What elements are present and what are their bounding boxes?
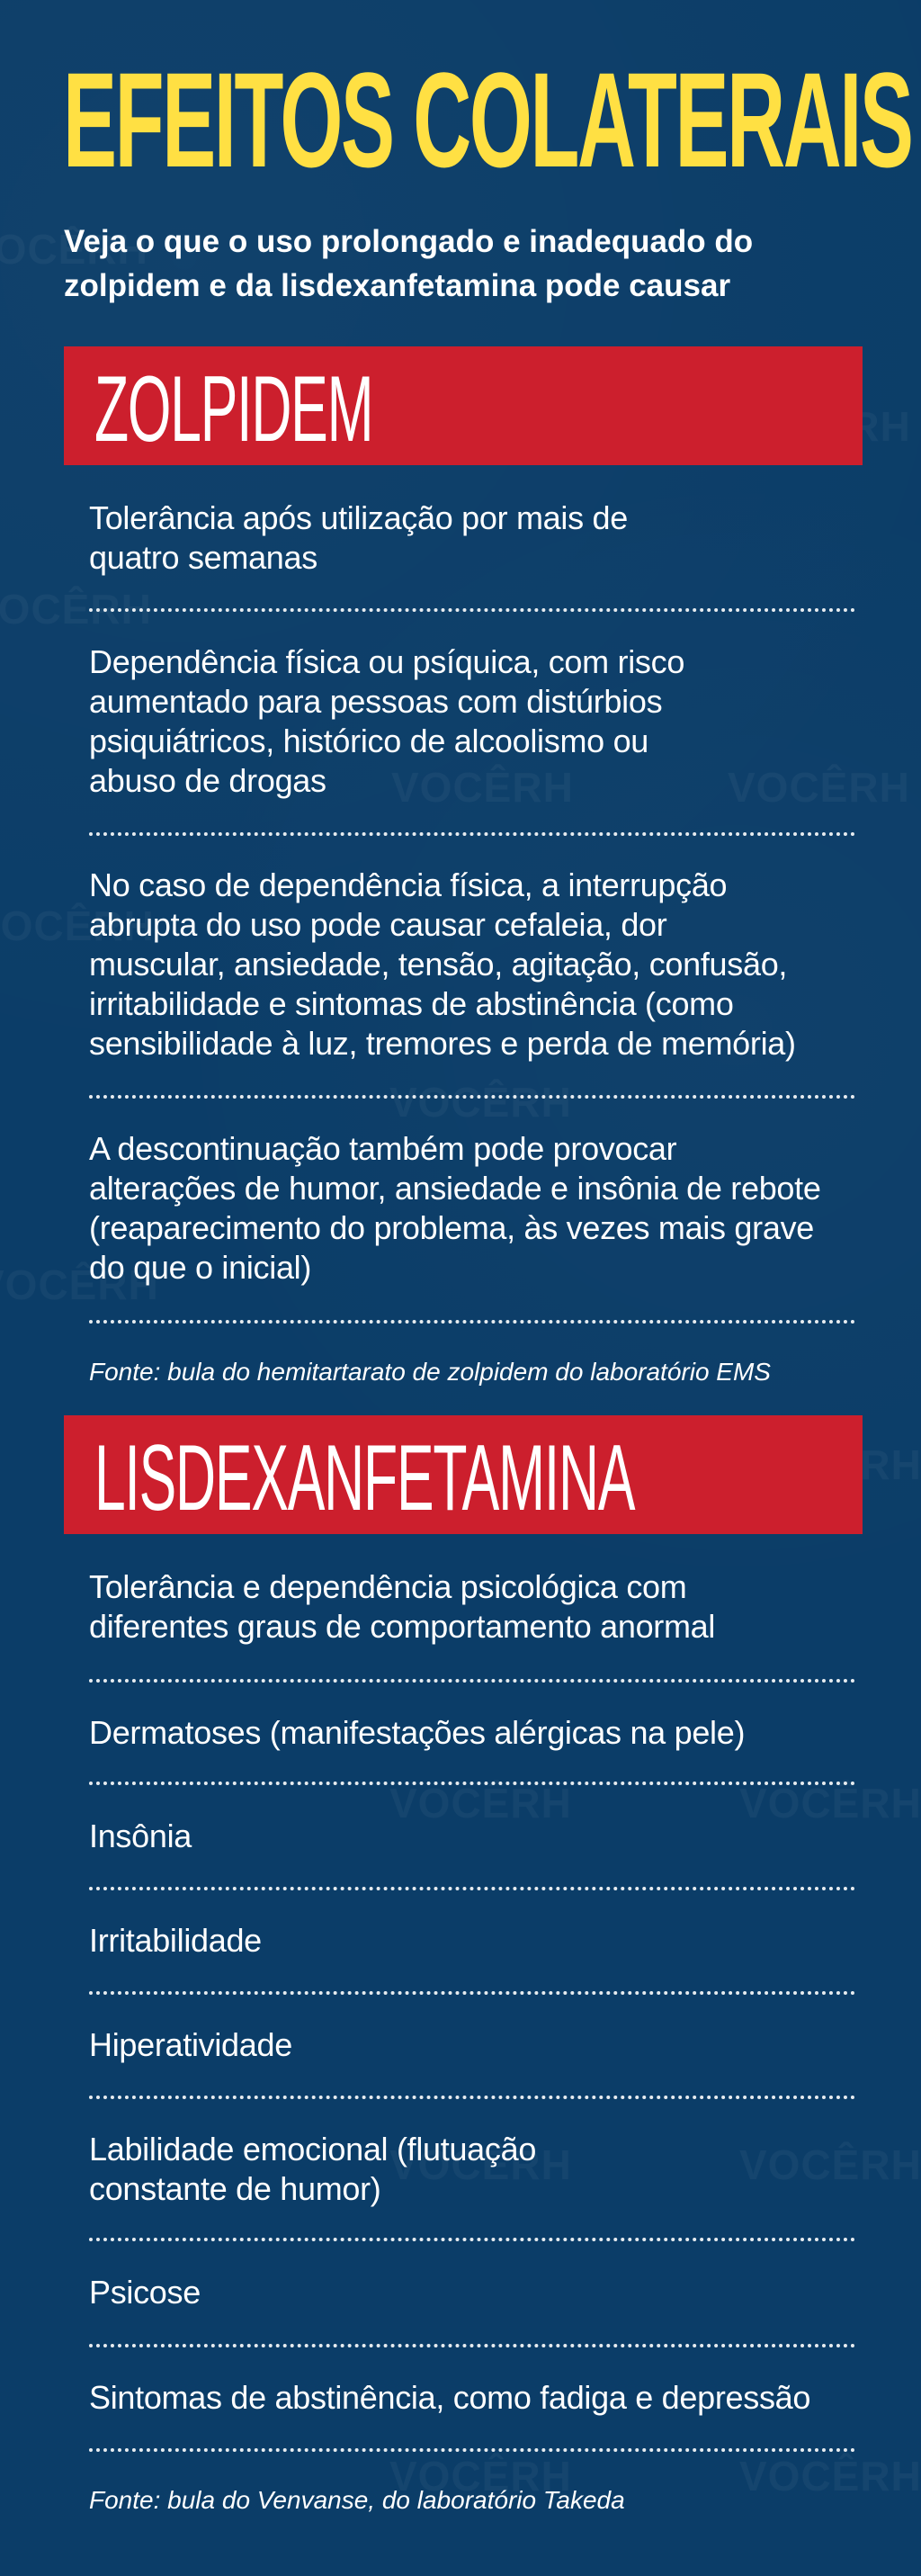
page-subtitle: Veja o que o uso prolongado e inadequado do zolpidem e da lisdexanfetamina pode causar xyxy=(64,224,754,303)
lisdexanfetamina-banner xyxy=(64,1415,863,1534)
lisdexanfetamina-item-irritability: Irritabilidade xyxy=(89,1922,262,1959)
lisdexanfetamina-item-insomnia: Insônia xyxy=(89,1818,192,1854)
divider xyxy=(89,1887,855,1890)
lisdexanfetamina-item-dermatoses: Dermatoses (manifestações alérgicas na pele) xyxy=(89,1714,746,1751)
divider xyxy=(89,2448,855,2452)
divider xyxy=(89,1095,855,1099)
zolpidem-banner xyxy=(64,346,863,465)
divider xyxy=(89,608,855,612)
divider xyxy=(89,2238,855,2241)
divider xyxy=(89,2096,855,2099)
watermark xyxy=(389,1078,572,1126)
divider xyxy=(89,2344,855,2347)
zolpidem-item-dependence: Dependência física ou psíquica, com risco aumentado para pessoas com distúrbios psiquiátricos, histórico de alcoolismo ou abuso de drogas xyxy=(89,643,685,799)
divider xyxy=(89,1991,855,1995)
lisdexanfetamina-item-emotional-lability: Labilidade emocional (flutuação constante de humor) xyxy=(89,2131,537,2207)
lisdexanfetamina-item-withdrawal: Sintomas de abstinência, como fadiga e depressão xyxy=(89,2379,811,2416)
zolpidem-title: ZOLPIDEM xyxy=(94,357,373,462)
lisdexanfetamina-title: LISDEXANFETAMINA xyxy=(94,1426,635,1530)
lisdexanfetamina-item-tolerance: Tolerância e dependência psicológica com diferentes graus de comportamento anormal xyxy=(89,1568,716,1645)
page-title: EFEITOS COLATERAIS xyxy=(63,44,912,195)
divider xyxy=(89,832,855,836)
zolpidem-item-interruption: No caso de dependência física, a interrupção abrupta do uso pode causar cefaleia, dor muscular, ansiedade, tensão, agitação, confusão, irritabilidade e sintomas de abstinência (como sensibilidade à luz, tremores e perda de memória) xyxy=(89,866,796,1062)
lisdexanfetamina-item-hyperactivity: Hiperatividade xyxy=(89,2026,292,2063)
divider xyxy=(89,1679,855,1683)
lisdexanfetamina-item-psychosis: Psicose xyxy=(89,2274,201,2311)
zolpidem-item-tolerance: Tolerância após utilização por mais de quatro semanas xyxy=(89,499,628,576)
divider xyxy=(89,1782,855,1785)
divider xyxy=(89,1320,855,1324)
lisdexanfetamina-source: Fonte: bula do Venvanse, do laboratório Takeda xyxy=(89,2486,625,2514)
zolpidem-source: Fonte: bula do hemitartarato de zolpidem do laboratório EMS xyxy=(89,1358,771,1386)
zolpidem-item-discontinuation: A descontinuação também pode provocar alterações de humor, ansiedade e insônia de rebote (reaparecimento do problema, às vezes mais grave do que o inicial) xyxy=(89,1130,821,1286)
